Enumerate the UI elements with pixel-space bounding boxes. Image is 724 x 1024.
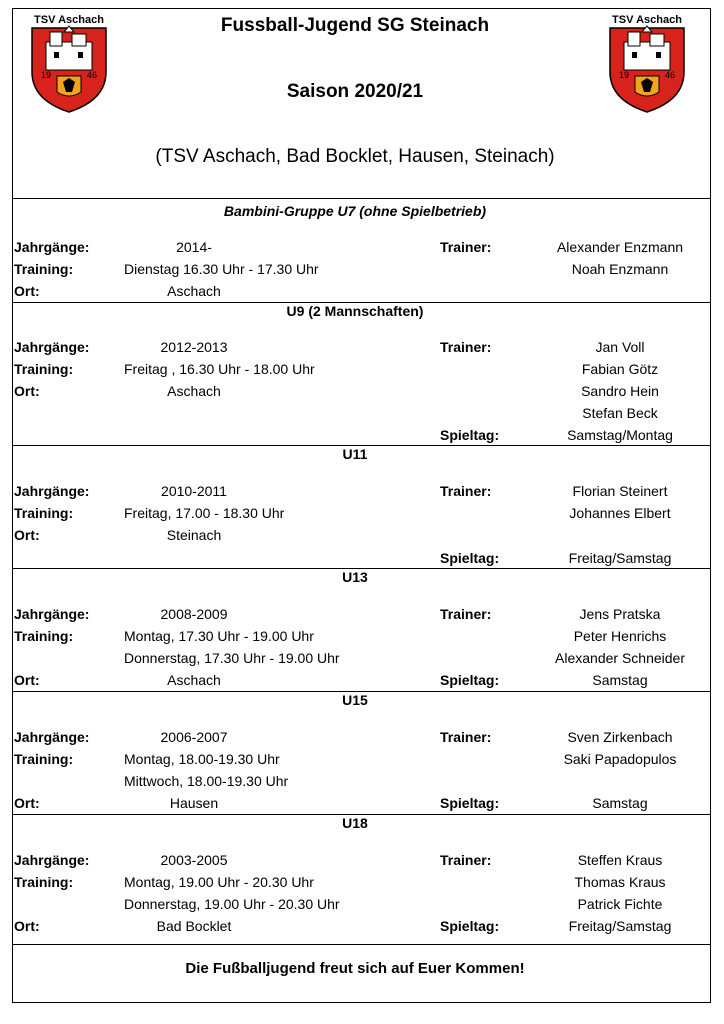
label-trainer: Trainer: xyxy=(440,729,492,745)
section-heading: U18 xyxy=(342,815,368,831)
years-value: 2008-2009 xyxy=(160,606,228,622)
label-trainer: Trainer: xyxy=(440,339,492,355)
label-training: Training: xyxy=(14,261,74,277)
label-trainer: Trainer: xyxy=(440,852,492,868)
trainer-name: Noah Enzmann xyxy=(571,261,669,277)
training-time: Montag, 17.30 Uhr - 19.00 Uhr xyxy=(124,628,314,644)
label-training: Training: xyxy=(14,751,74,767)
label-trainer: Trainer: xyxy=(440,483,492,499)
years-value: 2012-2013 xyxy=(160,339,228,355)
trainer-name: Florian Steinert xyxy=(572,483,668,499)
label-training: Training: xyxy=(14,361,74,377)
label-trainer: Trainer: xyxy=(440,606,492,622)
training-time: Mittwoch, 18.00-19.30 Uhr xyxy=(124,773,289,789)
training-time: Montag, 18.00-19.30 Uhr xyxy=(124,751,280,767)
training-time: Donnerstag, 19.00 Uhr - 20.30 Uhr xyxy=(124,896,340,912)
club-crest-right xyxy=(604,12,690,116)
matchday-value: Samstag/Montag xyxy=(567,427,673,443)
training-time: Donnerstag, 17.30 Uhr - 19.00 Uhr xyxy=(124,650,340,666)
crest-club-name: TSV Aschach xyxy=(34,14,104,26)
training-time: Dienstag 16.30 Uhr - 17.30 Uhr xyxy=(124,261,319,277)
label-spieltag: Spieltag: xyxy=(440,550,500,566)
label-spieltag: Spieltag: xyxy=(440,427,500,443)
crest-year-right: 46 xyxy=(665,70,676,80)
trainer-name: Sandro Hein xyxy=(581,383,659,399)
label-ort: Ort: xyxy=(14,527,40,543)
season-title: Saison 2020/21 xyxy=(286,81,424,102)
trainer-name: Johannes Elbert xyxy=(569,505,671,521)
matchday-value: Freitag/Samstag xyxy=(568,550,672,566)
label-ort: Ort: xyxy=(14,283,40,299)
label-training: Training: xyxy=(14,628,74,644)
crest-year-right: 46 xyxy=(87,70,98,80)
years-value: 2010-2011 xyxy=(161,483,227,499)
trainer-name: Peter Henrichs xyxy=(573,628,667,644)
location-value: Hausen xyxy=(169,795,219,811)
years-value: 2006-2007 xyxy=(160,729,228,745)
club-crest-left xyxy=(26,12,112,116)
crest-club-name: TSV Aschach xyxy=(612,14,682,26)
label-jahrgaenge: Jahrgänge: xyxy=(14,239,90,255)
footer-message: Die Fußballjugend freut sich auf Euer Kommen! xyxy=(185,960,525,977)
label-jahrgaenge: Jahrgänge: xyxy=(14,483,90,499)
location-value: Aschach xyxy=(167,283,221,299)
divider xyxy=(12,198,711,199)
section-heading: U15 xyxy=(342,692,368,708)
trainer-name: Jens Pratska xyxy=(579,606,661,622)
crest-year-left: 19 xyxy=(619,70,630,80)
label-ort: Ort: xyxy=(14,672,40,688)
trainer-name: Steffen Kraus xyxy=(577,852,663,868)
label-ort: Ort: xyxy=(14,795,40,811)
trainer-name: Saki Papadopulos xyxy=(563,751,677,767)
page-title: Fussball-Jugend SG Steinach xyxy=(220,15,490,36)
location-value: Bad Bocklet xyxy=(156,918,232,934)
location-value: Aschach xyxy=(167,672,221,688)
location-value: Steinach xyxy=(166,527,222,543)
trainer-name: Sven Zirkenbach xyxy=(567,729,673,745)
trainer-name: Jan Voll xyxy=(595,339,645,355)
label-jahrgaenge: Jahrgänge: xyxy=(14,339,90,355)
label-training: Training: xyxy=(14,874,74,890)
trainer-name: Alexander Enzmann xyxy=(556,239,684,255)
label-training: Training: xyxy=(14,505,74,521)
label-jahrgaenge: Jahrgänge: xyxy=(14,606,90,622)
trainer-name: Patrick Fichte xyxy=(577,896,663,912)
matchday-value: Freitag/Samstag xyxy=(568,918,672,934)
label-spieltag: Spieltag: xyxy=(440,795,500,811)
label-ort: Ort: xyxy=(14,383,40,399)
section-heading: Bambini-Gruppe U7 (ohne Spielbetrieb) xyxy=(223,203,487,219)
matchday-value: Samstag xyxy=(592,795,648,811)
label-jahrgaenge: Jahrgänge: xyxy=(14,852,90,868)
section-heading: U9 (2 Mannschaften) xyxy=(286,303,424,319)
training-time: Freitag , 16.30 Uhr - 18.00 Uhr xyxy=(124,361,315,377)
trainer-name: Alexander Schneider xyxy=(555,650,685,666)
label-spieltag: Spieltag: xyxy=(440,918,500,934)
trainer-name: Thomas Kraus xyxy=(574,874,666,890)
label-trainer: Trainer: xyxy=(440,239,492,255)
training-time: Montag, 19.00 Uhr - 20.30 Uhr xyxy=(124,874,314,890)
label-spieltag: Spieltag: xyxy=(440,672,500,688)
label-jahrgaenge: Jahrgänge: xyxy=(14,729,90,745)
divider xyxy=(12,944,711,945)
years-value: 2014- xyxy=(176,239,212,255)
section-heading: U13 xyxy=(342,569,368,585)
matchday-value: Samstag xyxy=(592,672,648,688)
clubs-subtitle: (TSV Aschach, Bad Bocklet, Hausen, Steinach) xyxy=(155,146,555,167)
location-value: Aschach xyxy=(167,383,221,399)
trainer-name: Fabian Götz xyxy=(581,361,659,377)
years-value: 2003-2005 xyxy=(160,852,228,868)
trainer-name: Stefan Beck xyxy=(582,405,658,421)
section-heading: U11 xyxy=(342,446,368,462)
label-ort: Ort: xyxy=(14,918,40,934)
training-time: Freitag, 17.00 - 18.30 Uhr xyxy=(124,505,285,521)
crest-year-left: 19 xyxy=(41,70,52,80)
